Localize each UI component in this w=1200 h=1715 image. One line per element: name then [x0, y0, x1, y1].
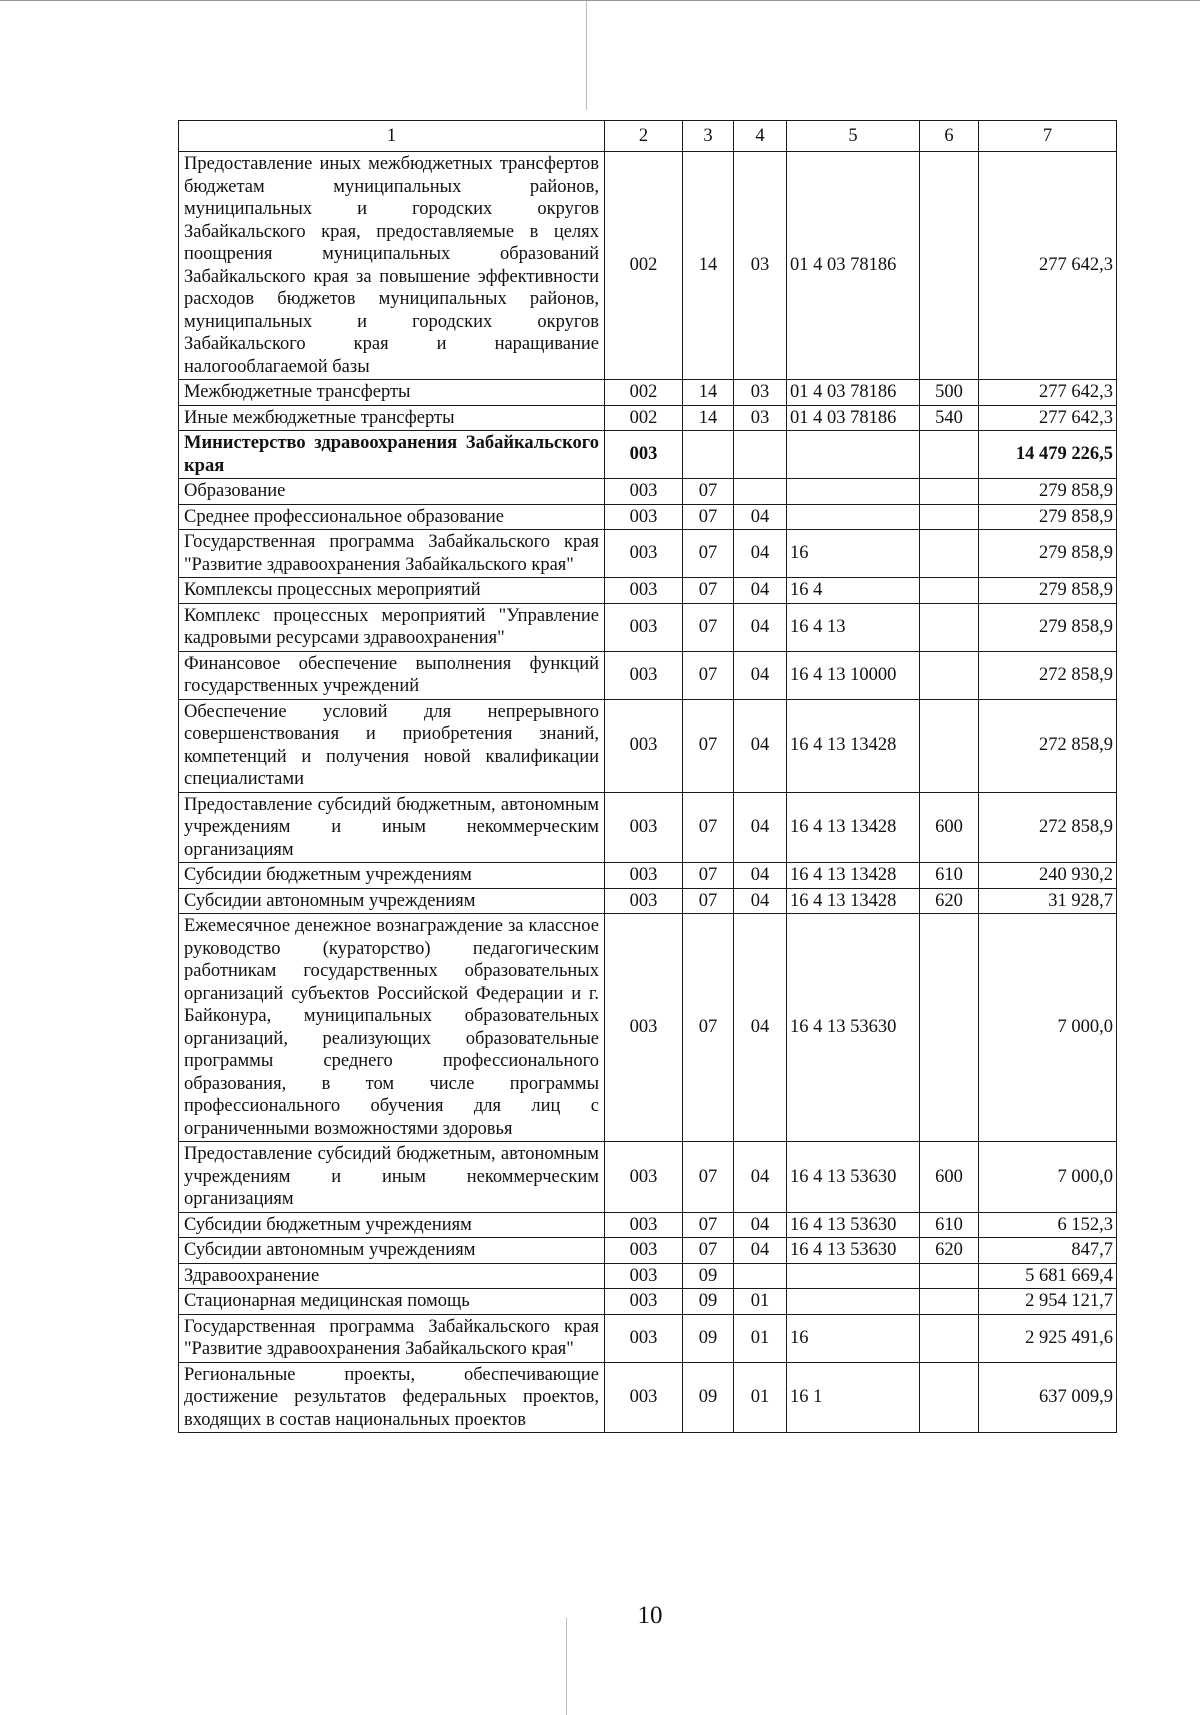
table-row [179, 578, 1117, 604]
row-name: Среднее профессиональное образование [179, 504, 605, 530]
table-row [179, 380, 1117, 406]
row-section: 07 [683, 504, 734, 530]
row-name: Министерство здравоохранения Забайкальского края [179, 431, 605, 479]
row-section: 14 [683, 380, 734, 406]
row-section: 07 [683, 888, 734, 914]
row-subsection [734, 1263, 787, 1289]
row-target-article: 16 4 [787, 578, 920, 604]
row-target-article: 01 4 03 78186 [787, 405, 920, 431]
row-name: Комплекс процессных мероприятий "Управление кадровыми ресурсами здравоохранения" [179, 603, 605, 651]
row-expense-type [920, 431, 979, 479]
row-target-article: 16 4 13 13428 [787, 863, 920, 889]
row-target-article: 16 1 [787, 1362, 920, 1433]
row-name: Обеспечение условий для непрерывного совершенствования и приобретения знаний, компетенций и получения новой квалификации специалистами [179, 699, 605, 792]
row-expense-type: 620 [920, 888, 979, 914]
table-row [179, 479, 1117, 505]
row-target-article: 16 4 13 53630 [787, 914, 920, 1142]
table-row-ministry [179, 431, 1117, 479]
row-amount: 279 858,9 [979, 479, 1117, 505]
row-ministry-code: 003 [605, 1289, 683, 1315]
table-row [179, 651, 1117, 699]
row-amount: 637 009,9 [979, 1362, 1117, 1433]
row-name: Предоставление субсидий бюджетным, автономным учреждениям и иным некоммерческим организациям [179, 792, 605, 863]
row-target-article: 16 4 13 [787, 603, 920, 651]
row-target-article: 01 4 03 78186 [787, 380, 920, 406]
row-ministry-code: 003 [605, 699, 683, 792]
row-name: Предоставление иных межбюджетных трансфертов бюджетам муниципальных районов, муниципальных и городских округов Забайкальского края, предоставляемые в целях поощрения муниципальных образований Забайкальского края за повышение эффективности расходов бюджетов муниципальных районов, муниципальных и городских округов Забайкальского края и наращивание налогооблагаемой базы [179, 152, 605, 380]
row-ministry-code: 003 [605, 863, 683, 889]
row-expense-type: 610 [920, 863, 979, 889]
row-expense-type [920, 603, 979, 651]
row-section: 09 [683, 1289, 734, 1315]
row-subsection: 03 [734, 380, 787, 406]
row-subsection: 04 [734, 651, 787, 699]
row-subsection: 04 [734, 504, 787, 530]
scan-artifact-line-bottom [566, 1618, 567, 1715]
row-section [683, 431, 734, 479]
row-subsection: 04 [734, 1212, 787, 1238]
row-amount: 2 925 491,6 [979, 1314, 1117, 1362]
row-target-article [787, 1263, 920, 1289]
row-section: 07 [683, 1212, 734, 1238]
table-row [179, 888, 1117, 914]
row-target-article [787, 479, 920, 505]
row-amount: 277 642,3 [979, 405, 1117, 431]
table-row [179, 405, 1117, 431]
row-expense-type: 610 [920, 1212, 979, 1238]
row-ministry-code: 003 [605, 530, 683, 578]
table-row [179, 504, 1117, 530]
row-name: Субсидии бюджетным учреждениям [179, 863, 605, 889]
row-ministry-code: 003 [605, 578, 683, 604]
table-row [179, 1314, 1117, 1362]
row-subsection: 04 [734, 1238, 787, 1264]
row-name: Ежемесячное денежное вознаграждение за классное руководство (кураторство) педагогическим работникам государственных образовательных организаций субъектов Российской Федерации и г. Байконура, муниципальных образовательных организаций, реализующих образовательные программы среднего профессионального образования, в том числе программы профессионального обучения для лиц с ограниченными возможностями здоровья [179, 914, 605, 1142]
row-amount: 272 858,9 [979, 651, 1117, 699]
row-expense-type: 540 [920, 405, 979, 431]
table-row [179, 152, 1117, 380]
table-row [179, 1238, 1117, 1264]
header-col-6: 6 [920, 121, 979, 152]
header-col-2: 2 [605, 121, 683, 152]
row-subsection: 01 [734, 1289, 787, 1315]
row-subsection: 04 [734, 603, 787, 651]
row-expense-type [920, 1314, 979, 1362]
row-name: Государственная программа Забайкальского края "Развитие здравоохранения Забайкальского края" [179, 1314, 605, 1362]
row-expense-type [920, 530, 979, 578]
header-col-7: 7 [979, 121, 1117, 152]
row-subsection: 04 [734, 914, 787, 1142]
row-expense-type: 500 [920, 380, 979, 406]
row-amount: 240 930,2 [979, 863, 1117, 889]
row-name: Субсидии автономным учреждениям [179, 888, 605, 914]
row-target-article: 16 4 13 13428 [787, 888, 920, 914]
table-row [179, 914, 1117, 1142]
row-expense-type: 620 [920, 1238, 979, 1264]
row-section: 07 [683, 651, 734, 699]
row-name: Государственная программа Забайкальского края "Развитие здравоохранения Забайкальского края" [179, 530, 605, 578]
row-section: 07 [683, 1142, 734, 1213]
row-ministry-code: 003 [605, 431, 683, 479]
row-target-article: 16 4 13 13428 [787, 699, 920, 792]
row-ministry-code: 003 [605, 1212, 683, 1238]
row-subsection: 01 [734, 1314, 787, 1362]
row-subsection: 04 [734, 863, 787, 889]
row-name: Здравоохранение [179, 1263, 605, 1289]
table-row [179, 863, 1117, 889]
budget-table-container [178, 120, 1116, 1433]
row-expense-type [920, 1289, 979, 1315]
table-row [179, 1263, 1117, 1289]
row-subsection: 04 [734, 530, 787, 578]
table-row [179, 603, 1117, 651]
row-target-article [787, 431, 920, 479]
row-section: 14 [683, 405, 734, 431]
row-section: 07 [683, 578, 734, 604]
header-col-5: 5 [787, 121, 920, 152]
row-section: 09 [683, 1362, 734, 1433]
row-name: Межбюджетные трансферты [179, 380, 605, 406]
table-row [179, 1212, 1117, 1238]
row-expense-type [920, 1263, 979, 1289]
row-section: 07 [683, 792, 734, 863]
row-section: 07 [683, 479, 734, 505]
row-subsection: 04 [734, 578, 787, 604]
row-name: Субсидии бюджетным учреждениям [179, 1212, 605, 1238]
row-expense-type: 600 [920, 792, 979, 863]
row-section: 07 [683, 914, 734, 1142]
row-section: 07 [683, 1238, 734, 1264]
table-row [179, 530, 1117, 578]
row-amount: 279 858,9 [979, 578, 1117, 604]
row-amount: 272 858,9 [979, 699, 1117, 792]
row-name: Финансовое обеспечение выполнения функций государственных учреждений [179, 651, 605, 699]
row-amount: 279 858,9 [979, 504, 1117, 530]
row-section: 09 [683, 1263, 734, 1289]
row-section: 09 [683, 1314, 734, 1362]
row-expense-type [920, 479, 979, 505]
row-target-article [787, 1289, 920, 1315]
row-expense-type [920, 699, 979, 792]
row-ministry-code: 003 [605, 1362, 683, 1433]
row-subsection: 04 [734, 699, 787, 792]
row-amount: 2 954 121,7 [979, 1289, 1117, 1315]
row-subsection: 03 [734, 405, 787, 431]
table-header-row [179, 121, 1117, 152]
budget-table [178, 120, 1117, 1433]
row-expense-type [920, 1362, 979, 1433]
row-expense-type [920, 651, 979, 699]
row-expense-type: 600 [920, 1142, 979, 1213]
row-ministry-code: 003 [605, 479, 683, 505]
row-amount: 7 000,0 [979, 1142, 1117, 1213]
row-amount: 277 642,3 [979, 380, 1117, 406]
row-ministry-code: 003 [605, 504, 683, 530]
row-name: Образование [179, 479, 605, 505]
row-target-article [787, 504, 920, 530]
scan-artifact-edge [0, 0, 1200, 1]
row-subsection [734, 431, 787, 479]
table-row [179, 1362, 1117, 1433]
row-target-article: 16 [787, 530, 920, 578]
row-name: Стационарная медицинская помощь [179, 1289, 605, 1315]
row-subsection [734, 479, 787, 505]
row-name: Предоставление субсидий бюджетным, автономным учреждениям и иным некоммерческим организациям [179, 1142, 605, 1213]
table-row [179, 699, 1117, 792]
row-subsection: 04 [734, 1142, 787, 1213]
row-section: 07 [683, 603, 734, 651]
row-ministry-code: 003 [605, 914, 683, 1142]
table-row [179, 1289, 1117, 1315]
row-ministry-code: 003 [605, 1263, 683, 1289]
header-col-1: 1 [179, 121, 605, 152]
row-ministry-code: 003 [605, 651, 683, 699]
row-target-article: 16 4 13 53630 [787, 1212, 920, 1238]
header-col-4: 4 [734, 121, 787, 152]
row-subsection: 04 [734, 792, 787, 863]
row-section: 14 [683, 152, 734, 380]
row-amount: 847,7 [979, 1238, 1117, 1264]
row-section: 07 [683, 699, 734, 792]
row-ministry-code: 003 [605, 1142, 683, 1213]
row-amount: 279 858,9 [979, 603, 1117, 651]
row-amount: 272 858,9 [979, 792, 1117, 863]
row-target-article: 01 4 03 78186 [787, 152, 920, 380]
row-ministry-code: 003 [605, 603, 683, 651]
row-target-article: 16 4 13 53630 [787, 1142, 920, 1213]
row-amount: 279 858,9 [979, 530, 1117, 578]
row-name: Комплексы процессных мероприятий [179, 578, 605, 604]
row-ministry-code: 002 [605, 405, 683, 431]
row-ministry-code: 003 [605, 1238, 683, 1264]
table-row [179, 792, 1117, 863]
table-row [179, 1142, 1117, 1213]
row-amount: 277 642,3 [979, 152, 1117, 380]
row-amount: 5 681 669,4 [979, 1263, 1117, 1289]
row-expense-type [920, 504, 979, 530]
row-subsection: 04 [734, 888, 787, 914]
row-target-article: 16 4 13 10000 [787, 651, 920, 699]
row-name: Региональные проекты, обеспечивающие достижение результатов федеральных проектов, входящих в состав национальных проектов [179, 1362, 605, 1433]
row-target-article: 16 4 13 13428 [787, 792, 920, 863]
row-ministry-code: 002 [605, 152, 683, 380]
row-subsection: 01 [734, 1362, 787, 1433]
row-target-article: 16 [787, 1314, 920, 1362]
row-ministry-code: 003 [605, 888, 683, 914]
row-ministry-code: 002 [605, 380, 683, 406]
row-amount: 6 152,3 [979, 1212, 1117, 1238]
row-amount: 7 000,0 [979, 914, 1117, 1142]
row-expense-type [920, 914, 979, 1142]
row-expense-type [920, 578, 979, 604]
row-section: 07 [683, 863, 734, 889]
scan-artifact-line [586, 0, 587, 110]
row-ministry-code: 003 [605, 1314, 683, 1362]
row-amount: 14 479 226,5 [979, 431, 1117, 479]
row-name: Иные межбюджетные трансферты [179, 405, 605, 431]
row-amount: 31 928,7 [979, 888, 1117, 914]
row-subsection: 03 [734, 152, 787, 380]
row-expense-type [920, 152, 979, 380]
row-ministry-code: 003 [605, 792, 683, 863]
row-section: 07 [683, 530, 734, 578]
row-name: Субсидии автономным учреждениям [179, 1238, 605, 1264]
header-col-3: 3 [683, 121, 734, 152]
page-number: 10 [637, 1602, 663, 1629]
row-target-article: 16 4 13 53630 [787, 1238, 920, 1264]
